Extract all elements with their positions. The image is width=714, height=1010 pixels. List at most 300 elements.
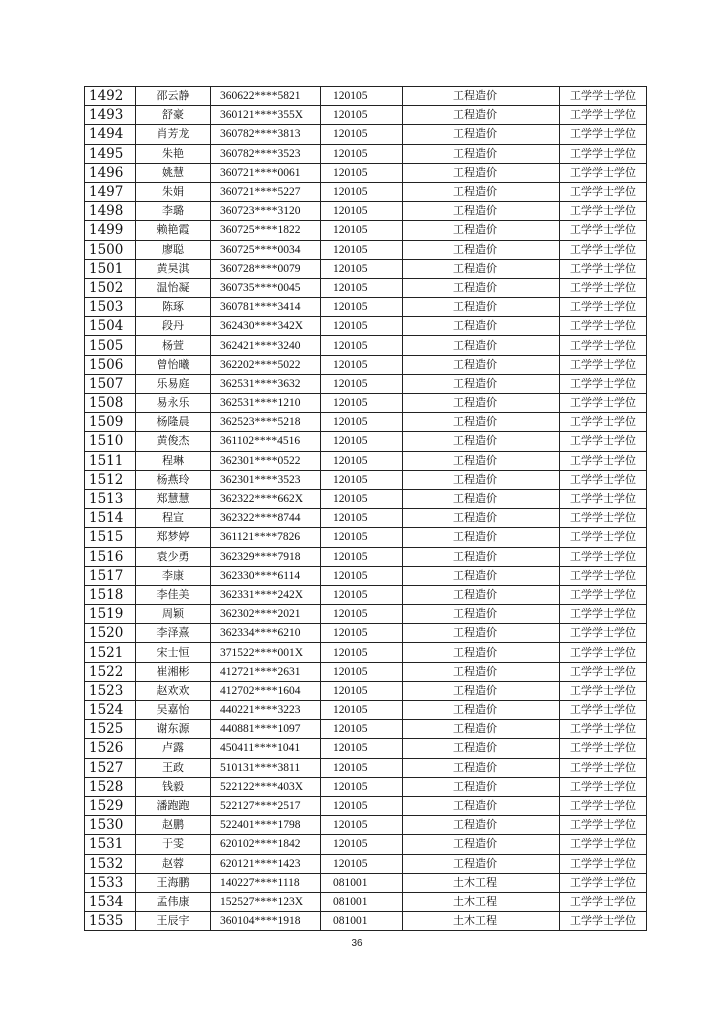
row-major-name: 工程造价 [403, 240, 560, 259]
row-degree: 工学学士学位 [560, 566, 647, 585]
row-sequence-number: 1501 [85, 259, 136, 278]
table-row [85, 624, 647, 643]
row-id-number: 362330****6114 [211, 566, 321, 585]
row-major-code: 120105 [321, 720, 403, 739]
row-major-code: 120105 [321, 816, 403, 835]
row-major-code: 120105 [321, 259, 403, 278]
row-id-number: 522401****1798 [211, 816, 321, 835]
row-major-name: 工程造价 [403, 432, 560, 451]
table-row [85, 87, 647, 106]
row-id-number: 412721****2631 [211, 662, 321, 681]
row-major-code: 120105 [321, 125, 403, 144]
row-major-name: 工程造价 [403, 489, 560, 508]
row-sequence-number: 1523 [85, 681, 136, 700]
row-name: 钱毅 [136, 777, 211, 796]
row-major-name: 工程造价 [403, 681, 560, 700]
row-sequence-number: 1531 [85, 835, 136, 854]
row-major-code: 120105 [321, 701, 403, 720]
row-major-name: 工程造价 [403, 758, 560, 777]
row-major-name: 工程造价 [403, 202, 560, 221]
row-id-number: 362301****3523 [211, 470, 321, 489]
row-degree: 工学学士学位 [560, 278, 647, 297]
row-degree: 工学学士学位 [560, 451, 647, 470]
row-name: 朱娟 [136, 182, 211, 201]
table-row [85, 566, 647, 585]
row-id-number: 140227****1118 [211, 873, 321, 892]
table-row [85, 413, 647, 432]
table-row [85, 720, 647, 739]
row-major-name: 工程造价 [403, 643, 560, 662]
row-name: 赖艳霞 [136, 221, 211, 240]
row-name: 卢露 [136, 739, 211, 758]
row-major-name: 工程造价 [403, 470, 560, 489]
row-id-number: 360735****0045 [211, 278, 321, 297]
row-sequence-number: 1515 [85, 528, 136, 547]
row-id-number: 360721****0061 [211, 163, 321, 182]
row-name: 王海鹏 [136, 873, 211, 892]
row-major-name: 工程造价 [403, 835, 560, 854]
row-id-number: 440881****1097 [211, 720, 321, 739]
table-row [85, 873, 647, 892]
row-sequence-number: 1503 [85, 298, 136, 317]
row-id-number: 362301****0522 [211, 451, 321, 470]
row-name: 李璐 [136, 202, 211, 221]
table-row [85, 451, 647, 470]
row-name: 宋士恒 [136, 643, 211, 662]
row-name: 温怡凝 [136, 278, 211, 297]
table-row [85, 892, 647, 911]
row-degree: 工学学士学位 [560, 394, 647, 413]
row-degree: 工学学士学位 [560, 835, 647, 854]
row-degree: 工学学士学位 [560, 643, 647, 662]
row-major-name: 工程造价 [403, 355, 560, 374]
row-id-number: 362331****242X [211, 585, 321, 604]
row-degree: 工学学士学位 [560, 182, 647, 201]
row-name: 赵鹏 [136, 816, 211, 835]
row-id-number: 510131****3811 [211, 758, 321, 777]
row-major-name: 工程造价 [403, 566, 560, 585]
row-major-name: 工程造价 [403, 585, 560, 604]
row-sequence-number: 1499 [85, 221, 136, 240]
table-row [85, 355, 647, 374]
table-row [85, 662, 647, 681]
row-major-code: 120105 [321, 202, 403, 221]
table-row [85, 701, 647, 720]
row-sequence-number: 1532 [85, 854, 136, 873]
row-major-name: 工程造价 [403, 298, 560, 317]
row-major-code: 120105 [321, 758, 403, 777]
row-major-name: 土木工程 [403, 912, 560, 931]
row-major-name: 工程造价 [403, 125, 560, 144]
row-name: 李泽熹 [136, 624, 211, 643]
row-sequence-number: 1526 [85, 739, 136, 758]
row-name: 王政 [136, 758, 211, 777]
row-sequence-number: 1504 [85, 317, 136, 336]
row-id-number: 362202****5022 [211, 355, 321, 374]
row-name: 于雯 [136, 835, 211, 854]
row-sequence-number: 1516 [85, 547, 136, 566]
row-sequence-number: 1496 [85, 163, 136, 182]
row-sequence-number: 1529 [85, 796, 136, 815]
row-name: 杨隆晨 [136, 413, 211, 432]
row-name: 段丹 [136, 317, 211, 336]
table-row [85, 681, 647, 700]
table-row [85, 432, 647, 451]
row-major-code: 120105 [321, 835, 403, 854]
row-major-code: 120105 [321, 489, 403, 508]
row-degree: 工学学士学位 [560, 106, 647, 125]
row-degree: 工学学士学位 [560, 701, 647, 720]
row-degree: 工学学士学位 [560, 816, 647, 835]
row-name: 郑慧慧 [136, 489, 211, 508]
row-major-code: 120105 [321, 566, 403, 585]
row-major-code: 120105 [321, 777, 403, 796]
row-major-name: 工程造价 [403, 662, 560, 681]
row-id-number: 620121****1423 [211, 854, 321, 873]
row-major-name: 工程造价 [403, 605, 560, 624]
row-major-name: 工程造价 [403, 451, 560, 470]
table-row [85, 854, 647, 873]
row-major-code: 120105 [321, 394, 403, 413]
row-major-code: 081001 [321, 892, 403, 911]
row-name: 姚慧 [136, 163, 211, 182]
row-id-number: 361121****7826 [211, 528, 321, 547]
row-name: 赵欢欢 [136, 681, 211, 700]
row-major-code: 120105 [321, 451, 403, 470]
table-row [85, 816, 647, 835]
row-id-number: 362523****5218 [211, 413, 321, 432]
table-row [85, 106, 647, 125]
row-id-number: 362334****6210 [211, 624, 321, 643]
table-body [85, 87, 647, 931]
row-major-code: 120105 [321, 796, 403, 815]
row-name: 程琳 [136, 451, 211, 470]
row-major-name: 工程造价 [403, 336, 560, 355]
table-row [85, 509, 647, 528]
row-major-name: 工程造价 [403, 547, 560, 566]
row-name: 廖聪 [136, 240, 211, 259]
row-degree: 工学学士学位 [560, 374, 647, 393]
row-degree: 工学学士学位 [560, 163, 647, 182]
row-major-code: 120105 [321, 163, 403, 182]
table-row [85, 163, 647, 182]
row-sequence-number: 1493 [85, 106, 136, 125]
row-major-name: 工程造价 [403, 182, 560, 201]
row-degree: 工学学士学位 [560, 739, 647, 758]
row-sequence-number: 1505 [85, 336, 136, 355]
row-sequence-number: 1495 [85, 144, 136, 163]
table-row [85, 278, 647, 297]
row-id-number: 360725****0034 [211, 240, 321, 259]
row-id-number: 360725****1822 [211, 221, 321, 240]
row-id-number: 360104****1918 [211, 912, 321, 931]
row-degree: 工学学士学位 [560, 796, 647, 815]
row-sequence-number: 1520 [85, 624, 136, 643]
row-degree: 工学学士学位 [560, 470, 647, 489]
table-row [85, 605, 647, 624]
table-row [85, 489, 647, 508]
row-major-name: 工程造价 [403, 528, 560, 547]
row-sequence-number: 1522 [85, 662, 136, 681]
row-sequence-number: 1492 [85, 87, 136, 106]
row-major-name: 工程造价 [403, 144, 560, 163]
row-degree: 工学学士学位 [560, 624, 647, 643]
row-major-name: 工程造价 [403, 278, 560, 297]
row-major-code: 120105 [321, 317, 403, 336]
row-name: 郑梦婷 [136, 528, 211, 547]
row-major-name: 工程造价 [403, 739, 560, 758]
row-name: 黄昊淇 [136, 259, 211, 278]
row-major-name: 工程造价 [403, 777, 560, 796]
row-degree: 工学学士学位 [560, 125, 647, 144]
row-degree: 工学学士学位 [560, 298, 647, 317]
row-major-code: 120105 [321, 854, 403, 873]
row-major-code: 120105 [321, 298, 403, 317]
row-sequence-number: 1498 [85, 202, 136, 221]
row-degree: 工学学士学位 [560, 336, 647, 355]
row-name: 周颖 [136, 605, 211, 624]
row-name: 谢东源 [136, 720, 211, 739]
table-row [85, 912, 647, 931]
row-degree: 工学学士学位 [560, 681, 647, 700]
row-degree: 工学学士学位 [560, 777, 647, 796]
row-name: 肖芳龙 [136, 125, 211, 144]
row-id-number: 362430****342X [211, 317, 321, 336]
row-major-code: 120105 [321, 585, 403, 604]
row-major-name: 工程造价 [403, 87, 560, 106]
row-name: 黄俊杰 [136, 432, 211, 451]
table-row [85, 298, 647, 317]
row-major-code: 120105 [321, 624, 403, 643]
row-id-number: 362421****3240 [211, 336, 321, 355]
row-sequence-number: 1497 [85, 182, 136, 201]
row-major-name: 土木工程 [403, 873, 560, 892]
row-sequence-number: 1528 [85, 777, 136, 796]
row-degree: 工学学士学位 [560, 202, 647, 221]
row-major-code: 120105 [321, 87, 403, 106]
row-sequence-number: 1512 [85, 470, 136, 489]
row-sequence-number: 1524 [85, 701, 136, 720]
row-degree: 工学学士学位 [560, 547, 647, 566]
row-major-code: 120105 [321, 432, 403, 451]
row-name: 李康 [136, 566, 211, 585]
row-major-name: 工程造价 [403, 854, 560, 873]
row-degree: 工学学士学位 [560, 317, 647, 336]
row-major-name: 工程造价 [403, 163, 560, 182]
row-id-number: 412702****1604 [211, 681, 321, 700]
row-degree: 工学学士学位 [560, 892, 647, 911]
row-id-number: 362531****1210 [211, 394, 321, 413]
row-name: 陈琢 [136, 298, 211, 317]
row-major-code: 120105 [321, 413, 403, 432]
row-degree: 工学学士学位 [560, 355, 647, 374]
row-id-number: 450411****1041 [211, 739, 321, 758]
row-name: 杨燕玲 [136, 470, 211, 489]
row-sequence-number: 1511 [85, 451, 136, 470]
row-sequence-number: 1521 [85, 643, 136, 662]
row-name: 舒豪 [136, 106, 211, 125]
table-row [85, 547, 647, 566]
row-sequence-number: 1525 [85, 720, 136, 739]
table-row [85, 394, 647, 413]
row-name: 崔湘彬 [136, 662, 211, 681]
row-id-number: 620102****1842 [211, 835, 321, 854]
row-name: 朱艳 [136, 144, 211, 163]
row-id-number: 362322****8744 [211, 509, 321, 528]
row-id-number: 360121****355X [211, 106, 321, 125]
row-name: 袁少勇 [136, 547, 211, 566]
row-major-code: 120105 [321, 643, 403, 662]
row-degree: 工学学士学位 [560, 87, 647, 106]
row-degree: 工学学士学位 [560, 221, 647, 240]
row-id-number: 522122****403X [211, 777, 321, 796]
row-major-code: 120105 [321, 355, 403, 374]
row-degree: 工学学士学位 [560, 413, 647, 432]
table-row [85, 182, 647, 201]
degree-list-table [84, 86, 647, 931]
row-major-name: 工程造价 [403, 624, 560, 643]
row-major-name: 工程造价 [403, 259, 560, 278]
row-id-number: 360782****3813 [211, 125, 321, 144]
row-sequence-number: 1535 [85, 912, 136, 931]
row-major-name: 工程造价 [403, 394, 560, 413]
row-major-name: 工程造价 [403, 509, 560, 528]
row-name: 邵云静 [136, 87, 211, 106]
row-sequence-number: 1534 [85, 892, 136, 911]
row-major-code: 120105 [321, 739, 403, 758]
row-major-name: 工程造价 [403, 796, 560, 815]
row-major-code: 120105 [321, 106, 403, 125]
row-sequence-number: 1500 [85, 240, 136, 259]
row-id-number: 362322****662X [211, 489, 321, 508]
row-name: 曾怡曦 [136, 355, 211, 374]
row-major-name: 工程造价 [403, 413, 560, 432]
row-major-code: 120105 [321, 509, 403, 528]
row-name: 易永乐 [136, 394, 211, 413]
row-id-number: 360728****0079 [211, 259, 321, 278]
table-row [85, 374, 647, 393]
row-sequence-number: 1507 [85, 374, 136, 393]
row-sequence-number: 1514 [85, 509, 136, 528]
row-major-code: 120105 [321, 336, 403, 355]
table-row [85, 336, 647, 355]
table-row [85, 144, 647, 163]
row-major-code: 120105 [321, 681, 403, 700]
table-row [85, 317, 647, 336]
table-row [85, 758, 647, 777]
row-sequence-number: 1510 [85, 432, 136, 451]
row-sequence-number: 1509 [85, 413, 136, 432]
row-sequence-number: 1533 [85, 873, 136, 892]
row-degree: 工学学士学位 [560, 912, 647, 931]
row-id-number: 361102****4516 [211, 432, 321, 451]
row-sequence-number: 1519 [85, 605, 136, 624]
row-id-number: 360723****3120 [211, 202, 321, 221]
row-degree: 工学学士学位 [560, 662, 647, 681]
row-sequence-number: 1494 [85, 125, 136, 144]
table-row [85, 125, 647, 144]
row-major-name: 工程造价 [403, 816, 560, 835]
row-major-code: 120105 [321, 278, 403, 297]
row-name: 潘跑跑 [136, 796, 211, 815]
row-sequence-number: 1502 [85, 278, 136, 297]
row-sequence-number: 1513 [85, 489, 136, 508]
table-row [85, 739, 647, 758]
table-row [85, 585, 647, 604]
row-name: 乐易庭 [136, 374, 211, 393]
row-degree: 工学学士学位 [560, 432, 647, 451]
row-degree: 工学学士学位 [560, 489, 647, 508]
row-name: 王辰宇 [136, 912, 211, 931]
row-major-code: 081001 [321, 912, 403, 931]
row-id-number: 362302****2021 [211, 605, 321, 624]
row-sequence-number: 1518 [85, 585, 136, 604]
table-row [85, 470, 647, 489]
table-row [85, 259, 647, 278]
row-major-name: 工程造价 [403, 106, 560, 125]
row-major-code: 120105 [321, 470, 403, 489]
row-major-code: 120105 [321, 240, 403, 259]
row-sequence-number: 1506 [85, 355, 136, 374]
row-id-number: 440221****3223 [211, 701, 321, 720]
row-id-number: 360781****3414 [211, 298, 321, 317]
row-major-code: 120105 [321, 182, 403, 201]
row-degree: 工学学士学位 [560, 259, 647, 278]
row-id-number: 152527****123X [211, 892, 321, 911]
row-id-number: 362531****3632 [211, 374, 321, 393]
row-degree: 工学学士学位 [560, 240, 647, 259]
row-degree: 工学学士学位 [560, 528, 647, 547]
row-degree: 工学学士学位 [560, 509, 647, 528]
row-major-name: 工程造价 [403, 317, 560, 336]
row-major-code: 120105 [321, 547, 403, 566]
row-name: 吴嘉怡 [136, 701, 211, 720]
row-name: 程宣 [136, 509, 211, 528]
row-id-number: 522127****2517 [211, 796, 321, 815]
table-row [85, 202, 647, 221]
table-row [85, 835, 647, 854]
table-row [85, 528, 647, 547]
row-degree: 工学学士学位 [560, 758, 647, 777]
row-major-code: 120105 [321, 221, 403, 240]
row-major-code: 120105 [321, 374, 403, 393]
row-degree: 工学学士学位 [560, 873, 647, 892]
row-sequence-number: 1530 [85, 816, 136, 835]
row-major-name: 工程造价 [403, 720, 560, 739]
row-id-number: 371522****001X [211, 643, 321, 662]
row-major-code: 120105 [321, 605, 403, 624]
row-name: 赵蓉 [136, 854, 211, 873]
row-name: 孟伟康 [136, 892, 211, 911]
row-sequence-number: 1517 [85, 566, 136, 585]
table-row [85, 643, 647, 662]
row-degree: 工学学士学位 [560, 854, 647, 873]
row-degree: 工学学士学位 [560, 144, 647, 163]
row-major-name: 土木工程 [403, 892, 560, 911]
table-row [85, 796, 647, 815]
table-row [85, 777, 647, 796]
row-id-number: 360622****5821 [211, 87, 321, 106]
row-major-name: 工程造价 [403, 701, 560, 720]
row-major-code: 120105 [321, 144, 403, 163]
row-major-code: 120105 [321, 662, 403, 681]
row-degree: 工学学士学位 [560, 605, 647, 624]
row-id-number: 362329****7918 [211, 547, 321, 566]
row-major-name: 工程造价 [403, 374, 560, 393]
row-name: 杨萱 [136, 336, 211, 355]
table-row [85, 240, 647, 259]
row-degree: 工学学士学位 [560, 720, 647, 739]
